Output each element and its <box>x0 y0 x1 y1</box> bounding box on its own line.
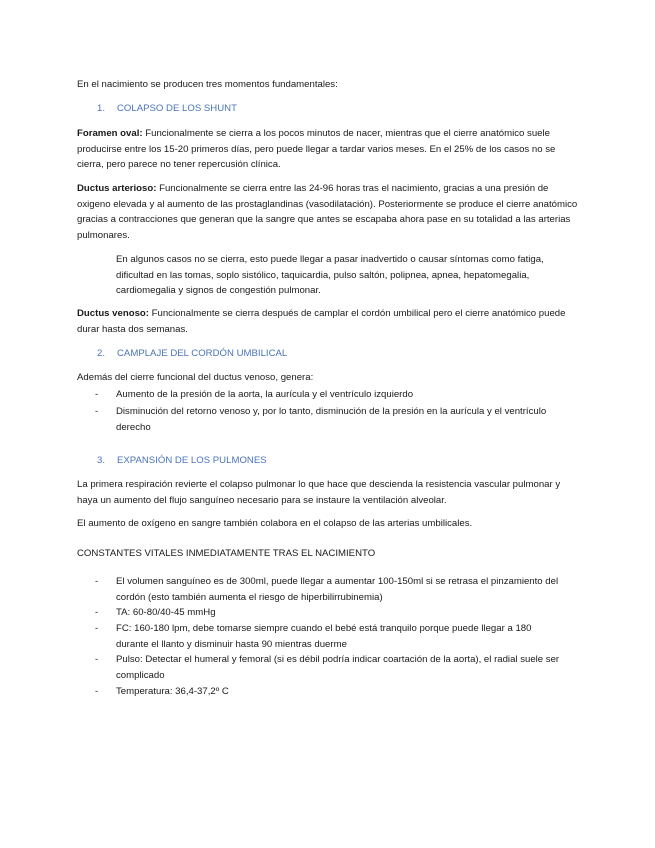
list-item-text: El volumen sanguíneo es de 300ml, puede llegar a aumentar 100-150ml si se retrasa el pinzamiento del cordón (esto también aumenta el riesgo de hiperbilirrubinemia) <box>116 576 559 603</box>
foramen-paragraph <box>77 126 582 173</box>
section-2-number: 2. <box>97 348 106 359</box>
section-3-title: EXPANSIÓN DE LOS PULMONES <box>117 455 267 466</box>
ductus-venoso-text: Funcionalmente se cierra después de camplar el cordón umbilical pero el cierre anatómico puede durar hasta dos semanas. <box>77 308 566 335</box>
section-1-title: COLAPSO DE LOS SHUNT <box>117 103 237 114</box>
bullet-dash: - <box>95 607 99 618</box>
section-3-heading <box>97 454 267 468</box>
section-3-paragraph-1: La primera respiración revierte el colapso pulmonar lo que hace que descienda la resistencia vascular pulmonar y haya un aumento del flujo sanguíneo necesario para se instaure la ventilación alveolar. <box>77 479 561 506</box>
ductus-venoso-label: Ductus venoso: <box>77 308 149 319</box>
bullet-dash: - <box>95 576 99 587</box>
list-item-text: Aumento de la presión de la aorta, la aurícula y el ventrículo izquierdo <box>116 389 414 400</box>
ductus-arterioso-label: Ductus arterioso: <box>77 183 157 194</box>
section-1-heading <box>97 102 237 116</box>
section-2-heading <box>97 347 287 361</box>
list-item-text: TA: 60-80/40-45 mmHg <box>116 607 216 618</box>
bullet-dash: - <box>95 686 99 697</box>
foramen-text: Funcionalmente se cierra a los pocos minutos de nacer, mientras que el cierre anatómico suele producirse entre los 15-20 primeros días, pero puede llegar a tardar varios meses. En el 25% de los casos no se cierra, pero parece no tener repercusión clínica. <box>77 128 556 171</box>
ductus-venoso-paragraph <box>77 306 582 337</box>
bullet-dash: - <box>95 654 99 665</box>
list-item-text: Temperatura: 36,4-37,2º C <box>116 686 229 697</box>
section-3-number: 3. <box>97 455 106 466</box>
bullet-dash: - <box>95 389 99 400</box>
list-item-text: Pulso: Detectar el humeral y femoral (si es débil podría indicar coartación de la aorta), el radial suele ser complicado <box>116 654 560 681</box>
list-item-text: FC: 160-180 lpm, debe tomarse siempre cuando el bebé está tranquilo porque puede llegar a 180 durante el llanto y disminuir hasta 90 mientras duerme <box>116 623 532 650</box>
constants-title: CONSTANTES VITALES INMEDIATAMENTE TRAS EL NACIMIENTO <box>77 548 376 559</box>
list-item-text: Disminución del retorno venoso y, por lo tanto, disminución de la presión en la aurícula y el ventrículo derecho <box>116 406 547 433</box>
section-1-number: 1. <box>97 103 106 114</box>
section-2-title: CAMPLAJE DEL CORDÓN UMBILICAL <box>117 348 288 359</box>
bullet-dash: - <box>95 406 99 417</box>
ductus-arterioso-text: Funcionalmente se cierra entre las 24-96 horas tras el nacimiento, gracias a una presión de oxigeno elevada y al aumento de las prostaglandinas (vasodilatación). Posteriormente se produce el cierre anatómico gracias a contracciones que generan que la sangre que antes se escapaba ahora pase en su totalidad a las arterias pulmonares. <box>77 183 578 241</box>
bullet-dash: - <box>95 623 99 634</box>
section-3-paragraph-2: El aumento de oxígeno en sangre también colabora en el colapso de las arterias umbilicales. <box>77 518 473 529</box>
section-2-intro: Además del cierre funcional del ductus venoso, genera: <box>77 372 314 383</box>
ductus-note-paragraph: En algunos casos no se cierra, esto puede llegar a pasar inadvertido o causar síntomas como fatiga, dificultad en las tomas, soplo sistólico, taquicardia, pulso saltón, polipnea, apnea, hepatomegalia, cardiomegalia y signos de congestión pulmonar. <box>116 254 544 297</box>
foramen-label: Foramen oval: <box>77 128 143 139</box>
intro-paragraph: En el nacimiento se producen tres momentos fundamentales: <box>77 79 338 90</box>
ductus-arterioso-paragraph <box>77 181 582 243</box>
